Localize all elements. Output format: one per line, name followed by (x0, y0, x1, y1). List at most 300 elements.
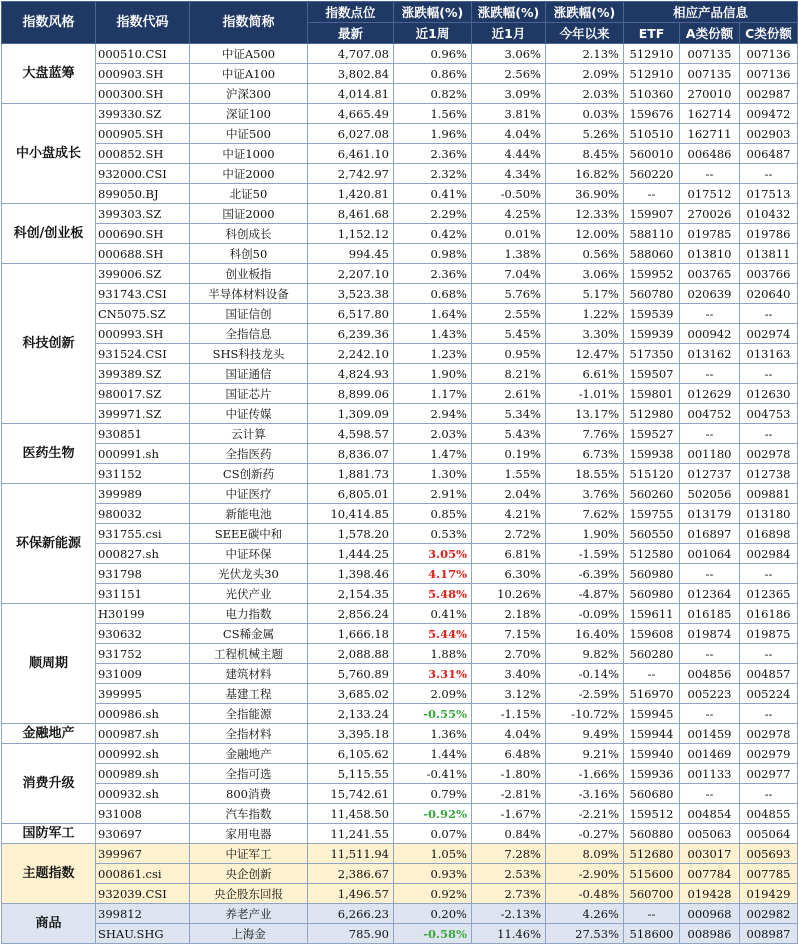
header-name: 指数简称 (190, 2, 308, 44)
chg-week: 1.43% (394, 324, 472, 344)
etf-code: 159755 (624, 504, 680, 524)
etf-code: 517350 (624, 344, 680, 364)
chg-month: 7.15% (472, 624, 546, 644)
table-row (2, 124, 798, 144)
index-level: 10,414.85 (308, 504, 394, 524)
etf-code: 588060 (624, 244, 680, 264)
group-label: 科创/创业板 (2, 204, 96, 264)
a-share-code: 003017 (680, 844, 740, 864)
highlight-gain: 4.17% (428, 566, 467, 581)
etf-code: 512680 (624, 844, 680, 864)
table-row (2, 284, 798, 304)
table-row (2, 744, 798, 764)
chg-ytd: 12.33% (546, 204, 624, 224)
index-level: 8,461.68 (308, 204, 394, 224)
index-name: 北证50 (190, 184, 308, 204)
table-body (2, 44, 798, 944)
chg-ytd: -10.72% (546, 704, 624, 724)
chg-ytd: 16.40% (546, 624, 624, 644)
group-label: 消费升级 (2, 744, 96, 824)
etf-code: 512580 (624, 544, 680, 564)
index-level: 4,707.08 (308, 44, 394, 64)
chg-month: 3.81% (472, 104, 546, 124)
group-label: 环保新能源 (2, 484, 96, 604)
index-level: 6,105.62 (308, 744, 394, 764)
chg-month: 3.12% (472, 684, 546, 704)
index-level: 2,242.10 (308, 344, 394, 364)
a-share-code: 004854 (680, 804, 740, 824)
index-code: H30199 (96, 604, 190, 624)
chg-ytd: -2.59% (546, 684, 624, 704)
index-name: 全指医药 (190, 444, 308, 464)
table-row (2, 464, 798, 484)
index-name: CS稀金属 (190, 624, 308, 644)
group-label: 主题指数 (2, 844, 96, 904)
chg-month: 4.44% (472, 144, 546, 164)
index-performance-table (1, 1, 798, 944)
etf-code: 588110 (624, 224, 680, 244)
chg-week: 1.44% (394, 744, 472, 764)
a-share-code: 012364 (680, 584, 740, 604)
chg-month: 1.38% (472, 244, 546, 264)
a-share-code: 007135 (680, 44, 740, 64)
a-share-code: 003765 (680, 264, 740, 284)
table-row (2, 544, 798, 564)
chg-month: -1.15% (472, 704, 546, 724)
index-code: 000300.SH (96, 84, 190, 104)
index-code: 399995 (96, 684, 190, 704)
chg-ytd: -0.48% (546, 884, 624, 904)
index-code: 899050.BJ (96, 184, 190, 204)
c-share-code: 002974 (740, 324, 798, 344)
chg-ytd: 5.17% (546, 284, 624, 304)
chg-ytd: 2.03% (546, 84, 624, 104)
c-share-code: 010432 (740, 204, 798, 224)
etf-code: 159507 (624, 364, 680, 384)
chg-ytd: 12.00% (546, 224, 624, 244)
a-share-code: 270010 (680, 84, 740, 104)
index-code: 000827.sh (96, 544, 190, 564)
chg-month: 4.04% (472, 724, 546, 744)
group-label: 金融地产 (2, 724, 96, 744)
a-share-code: 005063 (680, 824, 740, 844)
index-name: 汽车指数 (190, 804, 308, 824)
chg-ytd: 16.82% (546, 164, 624, 184)
chg-week: 2.03% (394, 424, 472, 444)
c-share-code: -- (740, 644, 798, 664)
table-row (2, 784, 798, 804)
etf-code: 159539 (624, 304, 680, 324)
a-share-code: 013162 (680, 344, 740, 364)
header-chg-week-sub: 近1周 (394, 23, 472, 44)
chg-ytd: 8.09% (546, 844, 624, 864)
index-code: 000903.SH (96, 64, 190, 84)
table-row (2, 244, 798, 264)
c-share-code: 012630 (740, 384, 798, 404)
index-level: 3,802.84 (308, 64, 394, 84)
chg-week: 0.92% (394, 884, 472, 904)
chg-month: 1.55% (472, 464, 546, 484)
chg-month: 0.84% (472, 824, 546, 844)
table-row (2, 444, 798, 464)
index-code: 000852.SH (96, 144, 190, 164)
chg-ytd: 1.90% (546, 524, 624, 544)
table-row (2, 484, 798, 504)
chg-week: 0.98% (394, 244, 472, 264)
c-share-code: -- (740, 564, 798, 584)
table-row (2, 804, 798, 824)
chg-month: -1.67% (472, 804, 546, 824)
chg-ytd: 0.56% (546, 244, 624, 264)
index-level: 4,824.93 (308, 364, 394, 384)
index-name: 新能电池 (190, 504, 308, 524)
c-share-code: 002977 (740, 764, 798, 784)
index-code: 000992.sh (96, 744, 190, 764)
c-share-code: 005064 (740, 824, 798, 844)
index-code: 931009 (96, 664, 190, 684)
chg-month: 3.09% (472, 84, 546, 104)
index-code: 000905.SH (96, 124, 190, 144)
etf-code: -- (624, 904, 680, 924)
chg-week: 0.86% (394, 64, 472, 84)
index-code: SHAU.SHG (96, 924, 190, 944)
etf-code: 159907 (624, 204, 680, 224)
index-level: 1,398.46 (308, 564, 394, 584)
chg-week-cell (394, 584, 472, 604)
etf-code: -- (624, 184, 680, 204)
c-share-code: 002984 (740, 544, 798, 564)
index-level: 785.90 (308, 924, 394, 944)
table-row (2, 144, 798, 164)
a-share-code: -- (680, 164, 740, 184)
table-row (2, 624, 798, 644)
c-share-code: 012365 (740, 584, 798, 604)
table-row (2, 824, 798, 844)
c-share-code: 007136 (740, 44, 798, 64)
chg-week: 0.41% (394, 604, 472, 624)
etf-code: 516970 (624, 684, 680, 704)
chg-month: 11.46% (472, 924, 546, 944)
etf-code: 560700 (624, 884, 680, 904)
group-label: 医药生物 (2, 424, 96, 484)
index-code: 931152 (96, 464, 190, 484)
a-share-code: 006486 (680, 144, 740, 164)
index-level: 4,014.81 (308, 84, 394, 104)
index-name: 全指材料 (190, 724, 308, 744)
c-share-code: -- (740, 164, 798, 184)
chg-ytd: -6.39% (546, 564, 624, 584)
a-share-code: -- (680, 364, 740, 384)
index-code: 931743.CSI (96, 284, 190, 304)
index-level: 2,133.24 (308, 704, 394, 724)
index-name: 深证100 (190, 104, 308, 124)
chg-month: 5.34% (472, 404, 546, 424)
a-share-code: 007784 (680, 864, 740, 884)
etf-code: 512910 (624, 44, 680, 64)
chg-week: 1.17% (394, 384, 472, 404)
table-row (2, 524, 798, 544)
index-code: 931798 (96, 564, 190, 584)
table-row (2, 264, 798, 284)
c-share-code: 017513 (740, 184, 798, 204)
chg-week: 2.29% (394, 204, 472, 224)
c-share-code: -- (740, 704, 798, 724)
c-share-code: 008987 (740, 924, 798, 944)
a-share-code: 270026 (680, 204, 740, 224)
chg-month: 7.04% (472, 264, 546, 284)
chg-month: 0.01% (472, 224, 546, 244)
chg-month: 4.34% (472, 164, 546, 184)
chg-week: 0.93% (394, 864, 472, 884)
chg-month: 2.73% (472, 884, 546, 904)
chg-week: -0.41% (394, 764, 472, 784)
etf-code: 159945 (624, 704, 680, 724)
index-code: CN5075.SZ (96, 304, 190, 324)
a-share-code: 004752 (680, 404, 740, 424)
chg-ytd: 2.13% (546, 44, 624, 64)
index-name: SHS科技龙头 (190, 344, 308, 364)
highlight-gain: 5.44% (428, 626, 467, 641)
c-share-code: 019875 (740, 624, 798, 644)
chg-week: 2.32% (394, 164, 472, 184)
index-level: 6,461.10 (308, 144, 394, 164)
header-chg-ytd-sub: 今年以来 (546, 23, 624, 44)
header-chg-week: 涨跌幅(%) (394, 2, 472, 23)
index-level: 11,241.55 (308, 824, 394, 844)
a-share-code: 162714 (680, 104, 740, 124)
index-name: 创业板指 (190, 264, 308, 284)
highlight-loss: -0.92% (423, 806, 467, 821)
chg-week: 0.41% (394, 184, 472, 204)
table-row (2, 364, 798, 384)
chg-week: 2.94% (394, 404, 472, 424)
a-share-code: 016897 (680, 524, 740, 544)
c-share-code: 006487 (740, 144, 798, 164)
chg-week: 1.56% (394, 104, 472, 124)
group-label: 中小盘成长 (2, 104, 96, 204)
chg-month: -1.80% (472, 764, 546, 784)
index-name: 中证A500 (190, 44, 308, 64)
c-share-code: 012738 (740, 464, 798, 484)
chg-ytd: 5.26% (546, 124, 624, 144)
chg-week: 2.36% (394, 144, 472, 164)
index-level: 3,395.18 (308, 724, 394, 744)
index-code: 399971.SZ (96, 404, 190, 424)
chg-ytd: 4.26% (546, 904, 624, 924)
chg-ytd: 3.06% (546, 264, 624, 284)
index-name: 全指可选 (190, 764, 308, 784)
etf-code: 159676 (624, 104, 680, 124)
c-share-code: 002978 (740, 444, 798, 464)
table-row (2, 644, 798, 664)
chg-ytd: 36.90% (546, 184, 624, 204)
chg-week: 1.64% (394, 304, 472, 324)
chg-ytd: -1.66% (546, 764, 624, 784)
index-code: 000993.SH (96, 324, 190, 344)
chg-ytd: -1.01% (546, 384, 624, 404)
etf-code: 560780 (624, 284, 680, 304)
index-level: 1,578.20 (308, 524, 394, 544)
table-row (2, 384, 798, 404)
table-row (2, 664, 798, 684)
a-share-code: 004856 (680, 664, 740, 684)
etf-code: 159527 (624, 424, 680, 444)
chg-month: 3.06% (472, 44, 546, 64)
c-share-code: -- (740, 304, 798, 324)
header-chg-month-sub: 近1月 (472, 23, 546, 44)
c-share-code: 019786 (740, 224, 798, 244)
c-share-code: 019429 (740, 884, 798, 904)
chg-ytd: 9.82% (546, 644, 624, 664)
chg-ytd: -0.14% (546, 664, 624, 684)
chg-ytd: 3.76% (546, 484, 624, 504)
chg-month: 10.26% (472, 584, 546, 604)
header-etf: ETF (624, 23, 680, 44)
a-share-code: 019874 (680, 624, 740, 644)
index-level: 5,115.55 (308, 764, 394, 784)
index-code: 000987.sh (96, 724, 190, 744)
index-code: 000861.csi (96, 864, 190, 884)
table-row (2, 704, 798, 724)
index-name: 光伏龙头30 (190, 564, 308, 584)
index-code: 000989.sh (96, 764, 190, 784)
etf-code: 560280 (624, 644, 680, 664)
index-level: 6,266.23 (308, 904, 394, 924)
a-share-code: 016185 (680, 604, 740, 624)
a-share-code: 013810 (680, 244, 740, 264)
chg-month: 2.56% (472, 64, 546, 84)
chg-week: 1.90% (394, 364, 472, 384)
chg-month: 2.53% (472, 864, 546, 884)
highlight-loss: -0.58% (423, 926, 467, 941)
table-row (2, 404, 798, 424)
index-code: 931752 (96, 644, 190, 664)
index-level: 4,665.49 (308, 104, 394, 124)
chg-month: 3.40% (472, 664, 546, 684)
chg-week: 1.23% (394, 344, 472, 364)
index-level: 1,420.81 (308, 184, 394, 204)
index-code: 980032 (96, 504, 190, 524)
chg-ytd: 3.30% (546, 324, 624, 344)
c-share-code: 013811 (740, 244, 798, 264)
a-share-code: -- (680, 704, 740, 724)
chg-month: 2.70% (472, 644, 546, 664)
index-code: 399989 (96, 484, 190, 504)
chg-week: 1.30% (394, 464, 472, 484)
index-code: 000991.sh (96, 444, 190, 464)
index-name: 基建工程 (190, 684, 308, 704)
chg-ytd: 0.03% (546, 104, 624, 124)
index-level: 11,511.94 (308, 844, 394, 864)
a-share-code: 019785 (680, 224, 740, 244)
chg-week: 0.79% (394, 784, 472, 804)
etf-code: 159939 (624, 324, 680, 344)
index-name: 中证2000 (190, 164, 308, 184)
c-share-code: 002978 (740, 724, 798, 744)
chg-month: 5.76% (472, 284, 546, 304)
etf-code: 159608 (624, 624, 680, 644)
chg-ytd: 18.55% (546, 464, 624, 484)
index-name: 全指信息 (190, 324, 308, 344)
chg-ytd: -1.59% (546, 544, 624, 564)
index-name: 科创50 (190, 244, 308, 264)
chg-month: 2.18% (472, 604, 546, 624)
chg-month: 4.04% (472, 124, 546, 144)
chg-week-cell (394, 924, 472, 944)
index-name: 科创成长 (190, 224, 308, 244)
chg-week-cell (394, 664, 472, 684)
a-share-code: 012629 (680, 384, 740, 404)
etf-code: 560010 (624, 144, 680, 164)
chg-month: 8.21% (472, 364, 546, 384)
chg-month: 2.61% (472, 384, 546, 404)
c-share-code: 004857 (740, 664, 798, 684)
chg-month: 5.45% (472, 324, 546, 344)
index-name: 中证医疗 (190, 484, 308, 504)
chg-week-cell (394, 804, 472, 824)
highlight-gain: 5.48% (428, 586, 467, 601)
index-name: 上海金 (190, 924, 308, 944)
c-share-code: 007785 (740, 864, 798, 884)
etf-code: 512980 (624, 404, 680, 424)
index-name: 800消费 (190, 784, 308, 804)
index-level: 15,742.61 (308, 784, 394, 804)
c-share-code: 016186 (740, 604, 798, 624)
highlight-gain: 3.31% (428, 666, 467, 681)
table-row (2, 44, 798, 64)
index-name: 国证通信 (190, 364, 308, 384)
a-share-code: -- (680, 784, 740, 804)
index-level: 6,517.80 (308, 304, 394, 324)
chg-month: 4.25% (472, 204, 546, 224)
c-share-code: 002982 (740, 904, 798, 924)
chg-ytd: -3.16% (546, 784, 624, 804)
a-share-code: 005223 (680, 684, 740, 704)
a-share-code: 001064 (680, 544, 740, 564)
index-code: 980017.SZ (96, 384, 190, 404)
a-share-code: -- (680, 424, 740, 444)
etf-code: 510510 (624, 124, 680, 144)
table-row (2, 164, 798, 184)
c-share-code: 004855 (740, 804, 798, 824)
index-name: 中证传媒 (190, 404, 308, 424)
chg-month: 6.81% (472, 544, 546, 564)
index-level: 994.45 (308, 244, 394, 264)
header-level: 指数点位 (308, 2, 394, 23)
table-row (2, 584, 798, 604)
chg-week: 0.96% (394, 44, 472, 64)
a-share-code: 502056 (680, 484, 740, 504)
a-share-code: 001469 (680, 744, 740, 764)
chg-ytd: -4.87% (546, 584, 624, 604)
index-level: 1,444.25 (308, 544, 394, 564)
index-code: 931008 (96, 804, 190, 824)
chg-ytd: 7.76% (546, 424, 624, 444)
chg-ytd: -0.27% (546, 824, 624, 844)
index-code: 932039.CSI (96, 884, 190, 904)
chg-ytd: 6.73% (546, 444, 624, 464)
table-row (2, 904, 798, 924)
chg-week-cell (394, 704, 472, 724)
chg-ytd: 12.47% (546, 344, 624, 364)
index-code: 930697 (96, 824, 190, 844)
a-share-code: 000968 (680, 904, 740, 924)
chg-ytd: 7.62% (546, 504, 624, 524)
chg-ytd: 9.21% (546, 744, 624, 764)
header-c-share: C类份额 (740, 23, 798, 44)
header-products: 相应产品信息 (624, 2, 798, 23)
table-row (2, 84, 798, 104)
